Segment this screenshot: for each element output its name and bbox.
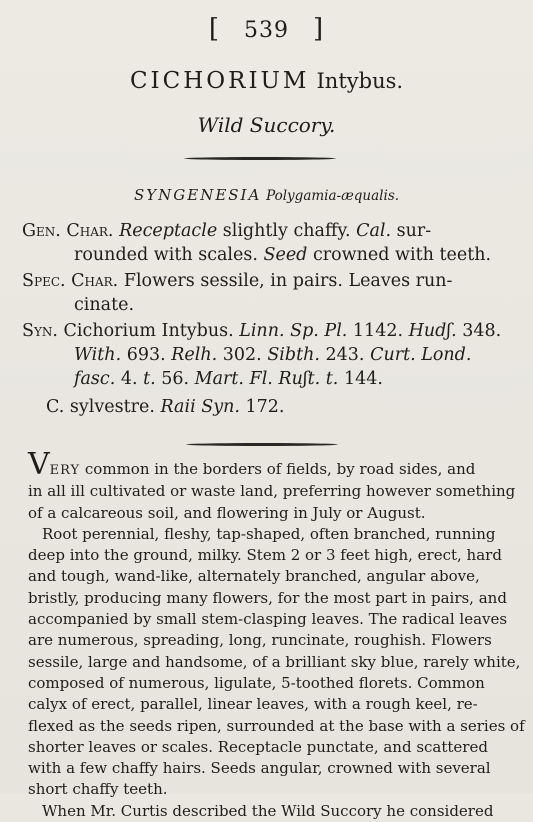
description-line: with a few chaffy hairs. Seeds angular, crowned with several [28,759,491,778]
syn-text: Linn. Sp. Pl. [239,321,348,341]
class-sub: Polygamia-æqualis. [266,188,400,204]
description-line: sessile, large and handsome, of a brilliant sky blue, rarely white, [28,652,521,671]
plant-title [0,68,533,94]
spec-char-text: cinate. [74,295,135,315]
spec-char-label: Spec. Char. [22,271,119,291]
gen-char-text: sur- [391,221,432,241]
spec-char-text: Flowers sessile, in pairs. Leaves run- [118,271,453,291]
drop-cap: V [28,447,50,482]
description-line: in all ill cultivated or waste land, preferring however something [28,482,516,501]
gen-char-text: Cal. [356,221,392,241]
syn-text: 56. [155,369,195,389]
syn-text: 4. [115,369,144,389]
class-main: SYNGENESIA [133,186,262,204]
syn-text: 348. [456,321,502,341]
syn-text: 172. [239,397,285,417]
syn-text: Sibth. [267,345,320,365]
description-line: and tough, wand-like, alternately branched, angular above, [28,567,480,586]
gen-char-text: slightly chaffy. [217,221,357,241]
description-line: Root perennial, fleshy, tap-shaped, often branched, running [42,524,496,543]
gen-char-text: rounded with scales. [74,245,264,265]
syn-text: fasc. [74,369,116,389]
divider-rule-bottom [186,443,338,446]
divider-rule-top [184,157,336,160]
classification [0,186,533,204]
description-line: When Mr. Curtis described the Wild Succory he considered [42,801,494,820]
description-line: composed of numerous, ligulate, 5-toothed florets. Common [28,673,485,692]
syn-text: 243. [319,345,371,365]
description-line [28,447,512,482]
page-number-header [0,14,533,44]
description-line: short chaffy teeth. [28,780,168,799]
synonyms [22,319,508,391]
description-line: are numerous, spreading, long, runcinate, roughish. Flowers [28,631,492,650]
description-line: accompanied by small stem-clasping leaves. The radical leaves [28,610,508,629]
gen-char-text: Seed [263,245,308,265]
syn-text: Hudʃ. [408,321,457,341]
description-line: calyx of erect, parallel, linear leaves, with a rough keel, re- [28,695,478,714]
small-caps-word: ERY [49,463,81,478]
common-name: Wild Succory. [197,113,336,137]
description-line: flexed as the seeds ripen, surrounded at the base with a series of [28,716,525,735]
bracket-right: ] [312,14,325,44]
syn-text: Relh. [171,345,218,365]
bracket-left: [ [208,14,221,44]
gen-char-text: Receptacle [119,221,218,241]
description-line: deep into the ground, milky. Stem 2 or 3 feet high, erect, hard [28,546,502,565]
syn-text: 144. [338,369,383,389]
description-text [28,447,525,822]
syn-text: 302. [217,345,268,365]
syn-text: Mart. Fl. Ruʃt. t. [194,369,339,389]
gen-char-text: crowned with teeth. [307,245,492,265]
synonym-sylvestre [46,395,532,419]
description-line-text: common in the borders of fields, by road sides, and [80,460,476,478]
syn-text: C. sylvestre. [46,397,161,417]
syn-text: Cichorium Intybus. [57,321,240,341]
description-line: of a calcareous soil, and flowering in July or August. [28,503,426,522]
syn-text: Curt. Lond. [370,345,472,365]
genus-name: CICHORIUM [129,68,310,94]
species-name: Intybus. [316,69,404,93]
description-line: shorter leaves or scales. Receptacle punctate, and scattered [28,737,488,756]
page-number: 539 [244,18,289,43]
syn-text: t. [143,369,156,389]
generic-character [22,219,508,267]
description-line: bristly, producing many flowers, for the most part in pairs, and [28,588,507,607]
syn-text: 1142. [347,321,409,341]
specific-character [22,269,508,317]
syn-text: Raii Syn. [160,397,240,417]
gen-char-label: Gen. Char. [22,221,114,241]
syn-text: 693. [121,345,172,365]
syn-text: With. [74,345,122,365]
syn-label: Syn. [22,321,58,341]
